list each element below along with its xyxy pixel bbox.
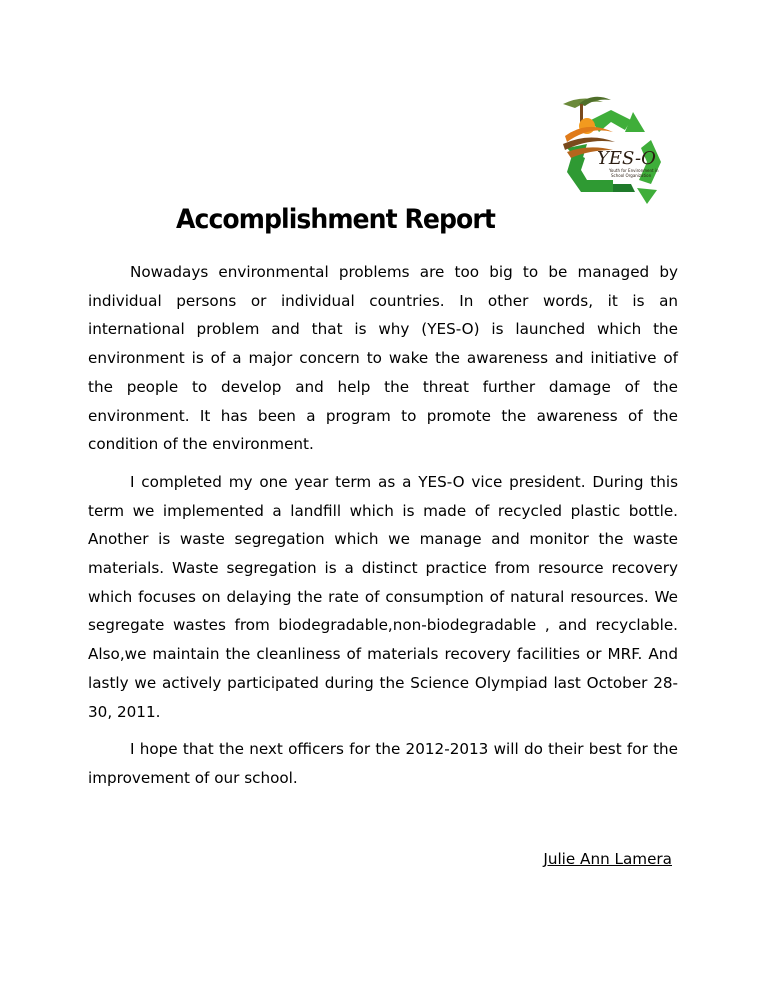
- yes-o-recycle-logo-icon: [553, 92, 673, 210]
- paragraph-intro: Nowadays environmental problems are too big to be managed by individual persons or individual countries. In other words, it is an international problem and that is why (YES-O) is launched which the environment is of a major concern to wake the awareness and initiative of the people to develop and help the threat further damage of the environment. It has been a program to promote the awareness of the condition of the environment.: [88, 263, 678, 454]
- logo-text: YES-O: [597, 148, 656, 169]
- report-body: [88, 258, 678, 802]
- paragraph-closing: I hope that the next officers for the 2012-2013 will do their best for the improvement of our school.: [88, 740, 678, 787]
- logo-subtext-2: School Organization: [611, 173, 652, 178]
- signature-name: Julie Ann Lamera: [543, 850, 672, 868]
- yes-o-logo: [553, 92, 673, 210]
- page-title: Accomplishment Report: [176, 204, 495, 235]
- logo-subtext-1: Youth for Environment in: [609, 168, 659, 173]
- paragraph-accomplishments: I completed my one year term as a YES-O vice president. During this term we implemented a landfill which is made of recycled plastic bottle. Another is waste segregation which we manage and monitor the waste materials. Waste segregation is a distinct practice from resource recovery which focuses on delaying the rate of consumption of natural resources. We segregate wastes from biodegradable,non-biodegradable , and recyclable. Also,we maintain the cleanliness of materials recovery facilities or MRF. And lastly we actively participated during the Science Olympiad last October 28-30, 2011.: [88, 472, 678, 721]
